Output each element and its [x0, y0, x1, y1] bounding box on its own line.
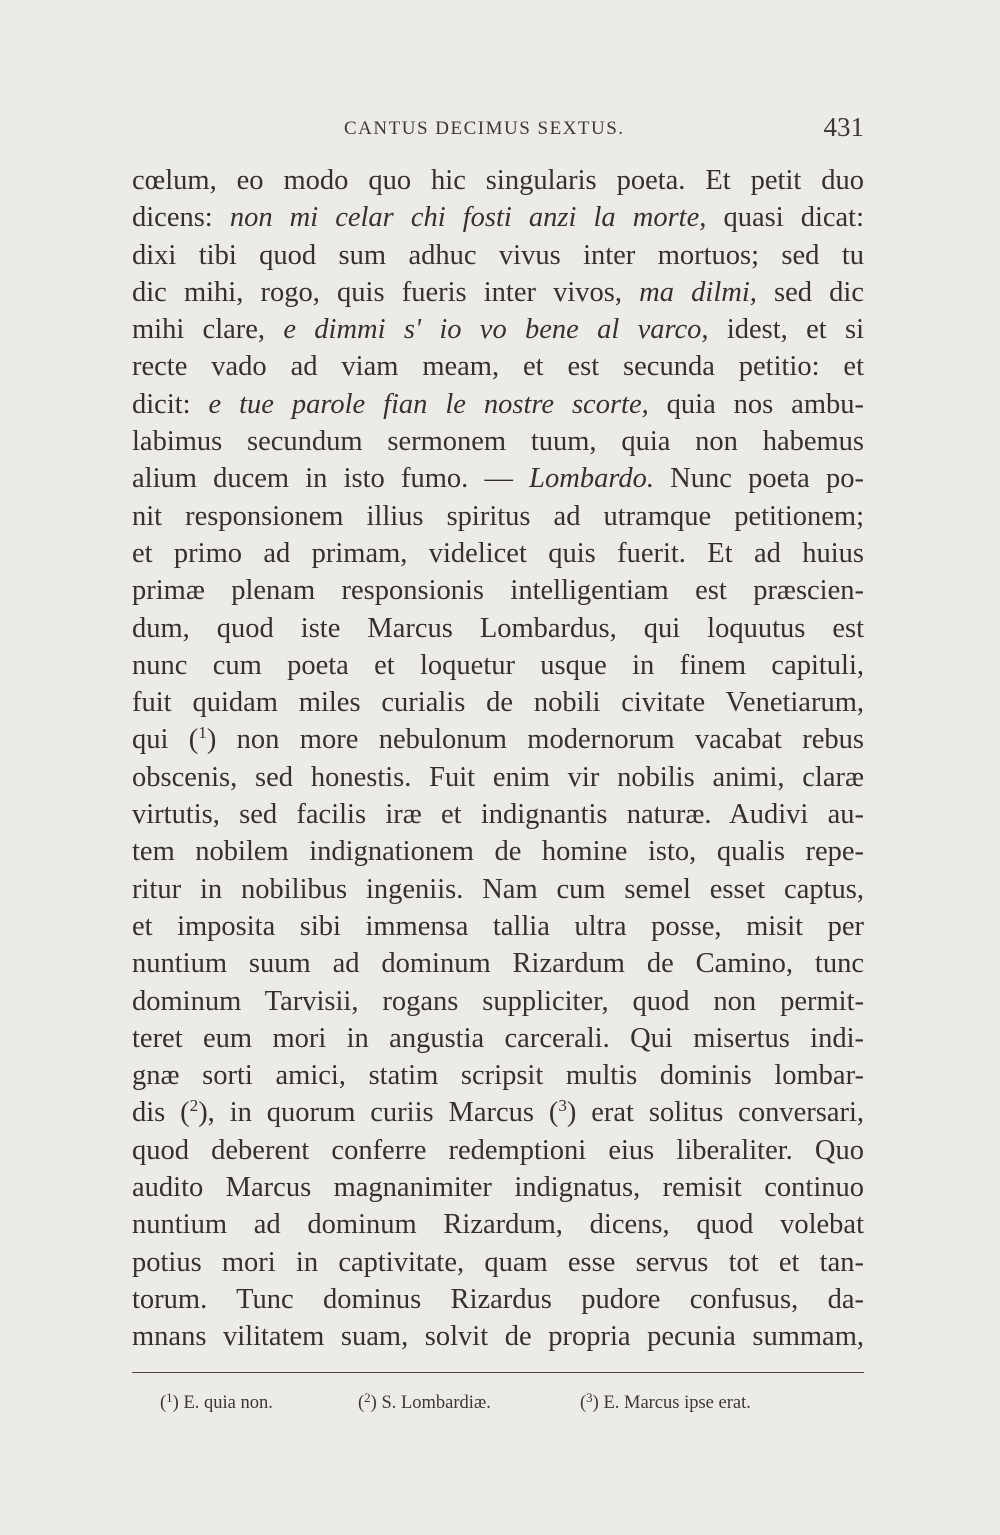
text-line — [132, 1206, 864, 1243]
text-segment: dominum Tarvisii, rogans suppliciter, quod non permit- — [132, 985, 864, 1017]
text-segment: Nunc poeta po- — [653, 463, 864, 495]
text-line — [132, 1318, 864, 1355]
text-line — [132, 871, 864, 908]
text-line — [132, 535, 864, 572]
text-segment: primæ plenam responsionis intelligentiam est præscien- — [132, 575, 864, 607]
text-segment: et imposita sibi immensa tallia ultra posse, misit per — [132, 910, 864, 942]
text-segment: dis ( — [132, 1097, 190, 1129]
text-segment: ) non more nebulonum modernorum vacabat rebus — [206, 724, 864, 756]
running-title: CANTUS DECIMUS SEXTUS. — [344, 118, 625, 139]
text-line — [132, 274, 864, 311]
text-line — [132, 647, 864, 684]
body-text — [132, 162, 864, 1356]
text-segment: torum. Tunc dominus Rizardus pudore confusus, da- — [132, 1283, 864, 1315]
text-segment: recte vado ad viam meam, et est secunda petitio: et — [132, 351, 864, 383]
text-line — [132, 162, 864, 199]
text-segment: mihi clare, — [132, 314, 284, 346]
text-line — [132, 1244, 864, 1281]
footnote-rule — [132, 1372, 864, 1373]
text-segment: virtutis, sed facilis iræ et indignantis naturæ. Audivi au- — [132, 799, 864, 831]
italic-quote: e dimmi s' io vo bene al varco, — [283, 314, 709, 346]
text-segment: ) erat solitus conversari, — [566, 1097, 864, 1129]
text-line — [132, 1281, 864, 1318]
text-segment: gnæ sorti amici, statim scripsit multis dominis lombar- — [132, 1060, 864, 1092]
text-line — [132, 684, 864, 721]
text-segment: mnans vilitatem suam, solvit de propria pecunia summam, — [132, 1321, 864, 1353]
footnote-1: ($^1$) E. quia non. — [160, 1390, 273, 1413]
text-segment: sed dic — [756, 276, 864, 308]
footnotes — [160, 1390, 820, 1423]
text-line — [132, 572, 864, 609]
text-segment: dum, quod iste Marcus Lombardus, qui loquutus est — [132, 612, 864, 644]
footnote-ref: 3 — [558, 1096, 567, 1116]
text-line — [132, 460, 864, 497]
text-segment: cœlum, eo modo quo hic singularis poeta. Et petit duo — [132, 165, 864, 196]
text-segment: labimus secundum sermonem tuum, quia non habemus — [132, 426, 864, 458]
text-segment: nit responsionem illius spiritus ad utramque petitionem; — [132, 500, 864, 532]
text-line — [132, 237, 864, 274]
text-segment: alium ducem in isto fumo. — — [132, 463, 530, 495]
text-segment: audito Marcus magnanimiter indignatus, remisit continuo — [132, 1172, 864, 1204]
page-header — [132, 112, 864, 152]
text-segment: dixi tibi quod sum adhuc vivus inter mortuos; sed tu — [132, 239, 864, 271]
text-line — [132, 908, 864, 945]
text-segment: nuntium suum ad dominum Rizardum de Camino, tunc — [132, 948, 864, 980]
text-segment: teret eum mori in angustia carcerali. Qui misertus indi- — [132, 1022, 864, 1054]
page-number: 431 — [823, 112, 864, 142]
text-line — [132, 796, 864, 833]
text-line — [132, 311, 864, 348]
text-line — [132, 1020, 864, 1057]
text-segment: qui ( — [132, 724, 199, 756]
text-segment: dic mihi, rogo, quis fueris inter vivos, — [132, 276, 640, 308]
text-segment: ), in quorum curiis Marcus ( — [198, 1097, 559, 1129]
text-line — [132, 348, 864, 385]
text-segment: ritur in nobilibus ingeniis. Nam cum semel esset captus, — [132, 873, 864, 905]
text-segment: dicens: — [132, 202, 230, 234]
text-segment: nuntium ad dominum Rizardum, dicens, quod volebat — [132, 1209, 864, 1241]
text-line — [132, 1057, 864, 1094]
text-segment: dicit: — [132, 388, 209, 420]
text-line — [132, 610, 864, 647]
italic-quote: Lombardo. — [529, 463, 654, 495]
text-line — [132, 945, 864, 982]
text-line — [132, 721, 864, 758]
footnote-2: ($^2$) S. Lombardiæ. — [358, 1390, 491, 1413]
text-line — [132, 833, 864, 870]
text-line — [132, 423, 864, 460]
italic-quote: e tue parole fian le nostre scorte, — [208, 388, 649, 420]
text-segment: et primo ad primam, videlicet quis fuerit. Et ad huius — [132, 537, 864, 569]
text-line — [132, 983, 864, 1020]
text-line — [132, 498, 864, 535]
text-line — [132, 1132, 864, 1169]
text-segment: obscenis, sed honestis. Fuit enim vir nobilis animi, claræ — [132, 761, 864, 793]
text-line — [132, 1169, 864, 1206]
italic-quote: non mi celar chi fosti anzi la morte, — [229, 202, 707, 234]
text-segment: idest, et si — [708, 314, 864, 346]
text-segment: quasi dicat: — [706, 202, 864, 234]
text-segment: nunc cum poeta et loquetur usque in finem capituli, — [132, 649, 864, 681]
italic-quote: ma dilmi, — [639, 276, 757, 308]
footnote-3: ($^3$) E. Marcus ipse erat. — [580, 1390, 751, 1413]
text-line — [132, 386, 864, 423]
text-segment: potius mori in captivitate, quam esse servus tot et tan- — [132, 1246, 864, 1278]
text-segment: tem nobilem indignationem de homine isto, qualis repe- — [132, 836, 864, 868]
text-segment: quia nos ambu- — [648, 388, 864, 420]
footnote-ref: 1 — [198, 723, 207, 743]
text-line — [132, 1094, 864, 1131]
text-line — [132, 199, 864, 236]
text-segment: quod deberent conferre redemptioni eius liberaliter. Quo — [132, 1134, 864, 1166]
footnote-ref: 2 — [189, 1096, 199, 1116]
text-segment: fuit quidam miles curialis de nobili civitate Venetiarum, — [132, 687, 864, 719]
text-line — [132, 759, 864, 796]
